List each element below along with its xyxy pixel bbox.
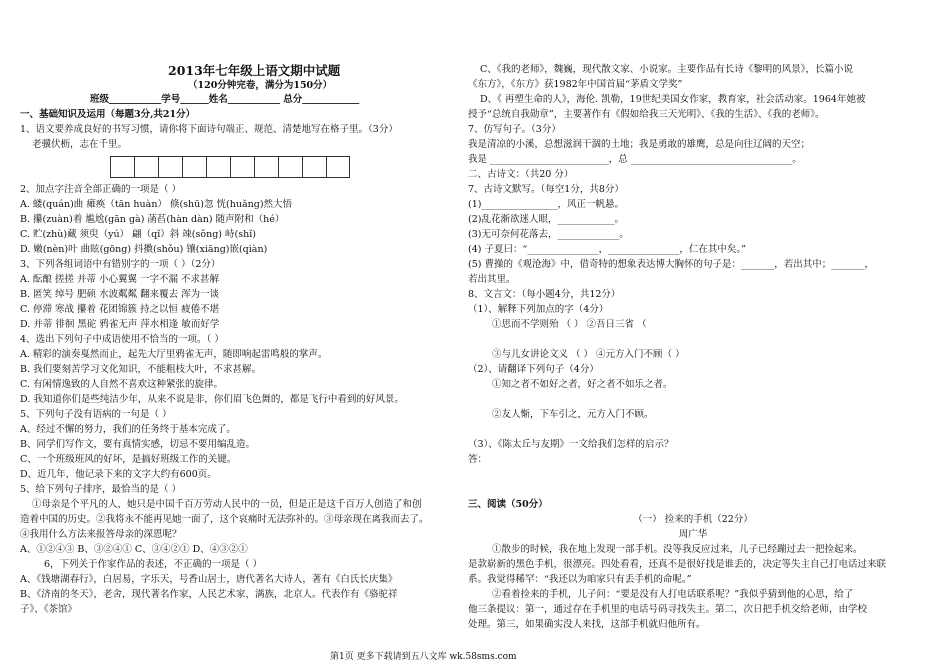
right-text-line: (2)乱花渐欲迷人眼，____________。: [468, 214, 624, 225]
left-text-line: A. 酝酿 搓搓 并蒂 小心翼翼 一字不漏 不求甚解: [20, 274, 219, 285]
left-text-line: A、《钱塘湖春行》，白居易，字乐天，号香山居士，唐代著名大诗人，著有《白氏长庆集》: [20, 574, 398, 585]
left-text-line: B. 攥(zuàn)着 尴尬(gān gà) 菡萏(hàn dàn) 随声附和（hé）: [20, 214, 285, 225]
right-text-line: 7、古诗文默写。（每空1分，共8分）: [468, 184, 624, 195]
right-text-line: C、《我的老师》，魏巍，现代散文家、小说家。主要作品有长诗《黎明的风景》，长篇小说: [480, 64, 854, 75]
grid-cell[interactable]: [158, 156, 182, 178]
right-text-line: ①思而不学则殆 （ ） ②吾日三省 （: [492, 319, 647, 330]
right-text-line: 授予“总统自我勋章”，主要著作有《假如给我三天光明》、《我的生活》、《我的老师》。: [468, 109, 825, 120]
right-text-line: 8、文言文：（每小题4分，共12分）: [468, 289, 621, 300]
grid-cell[interactable]: [206, 156, 230, 178]
right-text-line: (5) 曹操的《观沧海》中，借奇特的想象表达博大胸怀的句子是：_______，若出其中；_______，: [468, 259, 874, 270]
page-subtitle: （120分钟完卷，满分为150分）: [188, 80, 333, 91]
grid-cell[interactable]: [110, 156, 134, 178]
right-text-line: [468, 422, 918, 437]
right-text-line: 我是 _________________________，总 __________________________________。: [468, 154, 802, 165]
left-text-line: 子》、《茶馆》: [20, 604, 78, 615]
left-text-line: C. 停滞 寒战 攥着 花团锦簇 持之以恒 疲倦不堪: [20, 304, 220, 315]
grid-cell[interactable]: [278, 156, 302, 178]
left-text-line: 5、给下列句子排序，最恰当的是（ ）: [20, 484, 182, 495]
left-text-line: A. 精彩的演奏戛然而止，起先大厅里鸦雀无声，随即响起雷鸣般的掌声。: [20, 349, 328, 360]
right-text-line: ①知之者不如好之者，好之者不如乐之者。: [492, 379, 673, 390]
grid-cell[interactable]: [134, 156, 158, 178]
left-text-line: A. 蝼(quán)曲 瘫痪（tān huàn） 倏(shū)忽 恍(huǎng)然大悟: [20, 199, 293, 210]
left-text-line: 3、下列各组词语中有错别字的一项（ ）（2分）: [20, 259, 221, 270]
student-info-line: 班级___________学号______姓名___________ 总分____________: [90, 94, 360, 105]
left-text-line: D. 嫩(nèn)叶 曲眩(gōng) 抖擞(shǒu) 镶(xiāng)嵌(qiàn): [20, 244, 268, 255]
left-text-line: B、《济南的冬天》，老舍，现代著名作家，人民艺术家，满族，北京人。代表作有《骆驼祥: [20, 589, 398, 600]
right-text-line: 周广华: [678, 529, 708, 540]
right-text-line: 三、阅读（50分）: [468, 499, 548, 510]
left-text-line: C、一个班级班风的好坏，是搞好班级工作的关键。: [20, 454, 237, 465]
left-text-line: C. 贮(zhù)藏 须臾（yú） 翩（qǐ）斜 竦(sǒng) 峙(shǐ): [20, 229, 256, 240]
grid-cell[interactable]: [254, 156, 278, 178]
left-text-line: D、近几年，他记录下来的文字大约有600页。: [20, 469, 217, 480]
right-text-line: 答：: [468, 454, 488, 465]
left-text-line: 一、基础知识及运用（每题3分,共21分）: [20, 109, 196, 120]
right-text-line: 二、古诗文：（共20 分）: [468, 169, 574, 180]
writing-grid[interactable]: [110, 156, 458, 178]
right-text-line: 是款崭新的黑色手机，很漂亮。四处看看，还真不是很好找是谁丢的，决定等失主自己打电话过来联: [468, 559, 887, 570]
right-text-line: (1)________________，风正一帆悬。: [468, 199, 624, 210]
left-text-line: D. 我知道你们是些纯洁少年，从来不说是非，你们眉飞色舞的，都是飞行中看到的好风景。: [20, 394, 404, 405]
right-text-line: 处理。第三，如果确实没人来找，这部手机就归他所有。: [468, 619, 706, 630]
grid-cell[interactable]: [302, 156, 326, 178]
left-text-line: 2、加点字注音全部正确的一项是（ ）: [20, 184, 182, 195]
page-title: 2013年七年级上语文期中试题: [168, 63, 341, 78]
left-text-line: D. 并蒂 徘徊 黑砣 鸦雀无声 萍水相逢 敏而好学: [20, 319, 220, 330]
left-text-line: B、同学们写作文，要有真情实感，切忌不要用编乱造。: [20, 439, 255, 450]
left-text-line: B. 匿笑 绰号 肥硕 水波粼粼 翻来覆去 浑为一谈: [20, 289, 220, 300]
right-text-line: 7、仿写句子。（3分）: [468, 124, 561, 135]
right-text-line: 若出其里。: [468, 274, 516, 285]
right-text-line: 我是清凉的小溪，总想滋润干涸的土地；我是勇敢的雄鹰，总是向往辽阔的天空；: [468, 139, 811, 150]
right-text-line: ②看着捡来的手机，儿子问：“要是没有人打电话联系呢？”我似乎猜到他的心思，给了: [492, 589, 854, 600]
right-text-line: ②友人惭，下车引之，元方入门不顾。: [492, 409, 654, 420]
left-text-line: B. 我们要刻苦学习文化知识，不能粗枝大叶，不求甚解。: [20, 364, 262, 375]
right-text-line: （2）、请翻译下列句子（4分）: [468, 364, 599, 375]
grid-cell[interactable]: [182, 156, 206, 178]
grid-cell[interactable]: [230, 156, 254, 178]
left-text-line: A、①②④③ B、③②④① C、③④②① D、④③②①: [20, 544, 248, 555]
right-text-line: (4) 子夏曰：“_______________，_______________，仁在其中矣。”: [468, 244, 746, 255]
right-text-line: [468, 332, 918, 347]
left-text-line: C. 有闲情逸致的人自然不喜欢这种紧张的旋律。: [20, 379, 223, 390]
right-text-line: [468, 467, 918, 482]
right-text-line: 《东方》，《东方》获1982年中国首届“茅盾文学奖”: [468, 79, 683, 90]
right-text-line: ③与儿女讲论文义 （ ） ④元方入门不顾（ ）: [492, 349, 685, 360]
right-text-line: D、《 再塑生命的人》，海伦. 凯勒，19世纪美国女作家，教育家，社会活动家。1964年她被: [480, 94, 866, 105]
left-text-line: 1、语文要养成良好的书写习惯，请你将下面诗句端正、规范、清楚地写在格子里。（3分）: [20, 124, 398, 135]
right-text-line: 他三条提议：第一，通过存在手机里的电话号码寻找失主。第二，次日把手机交给老师，由学校: [468, 604, 868, 615]
left-text-line: 6，下列关于作家作品的表述，不正确的一项是（ ）: [44, 559, 263, 570]
left-column: [20, 92, 458, 617]
right-text-line: （一） 捡来的手机（22分）: [633, 514, 753, 525]
page-footer: 第1页 更多下载请到五八文库 wk.58sms.com: [330, 652, 517, 662]
right-text-line: （1）、解释下列加点的字（4分）: [468, 304, 609, 315]
right-column: [468, 62, 918, 632]
left-text-line: A、经过不懈的努力，我们的任务终于基本完成了。: [20, 424, 236, 435]
right-text-line: ①散步的时候，我在地上发现一部手机。没等我反应过来，儿子已经蹦过去一把捡起来。: [492, 544, 863, 555]
left-text-line: ④我用什么方法来报答母亲的深恩呢？: [20, 529, 182, 540]
right-text-line: [468, 392, 918, 407]
left-text-line: 5、下列句子没有语病的一句是（ ）: [20, 409, 172, 420]
left-text-line: 4、选出下列句子中成语使用不恰当的一项。（ ）: [20, 334, 224, 345]
right-text-line: (3)无可奈何花落去，_____________。: [468, 229, 629, 240]
right-text-line: [468, 482, 918, 497]
right-text-line: 系。我觉得稀罕：“我还以为咱家只有丢手机的命呢。”: [468, 574, 692, 585]
left-text-line: ①母亲是个平凡的人，她只是中国千百万劳动人民中的一员，但是正是这千百万人创造了和创: [32, 499, 422, 510]
left-text-line: 老骥伏枥，志在千里。: [32, 139, 128, 150]
right-text-line: （3）、《陈太丘与友期》一文给我们怎样的启示？: [468, 439, 674, 450]
left-text-line: 造着中国的历史。②我将永不能再见她一面了，这个哀痛时无法弥补的。③母亲现在离我而去了。: [20, 514, 429, 525]
grid-cell[interactable]: [326, 156, 350, 178]
